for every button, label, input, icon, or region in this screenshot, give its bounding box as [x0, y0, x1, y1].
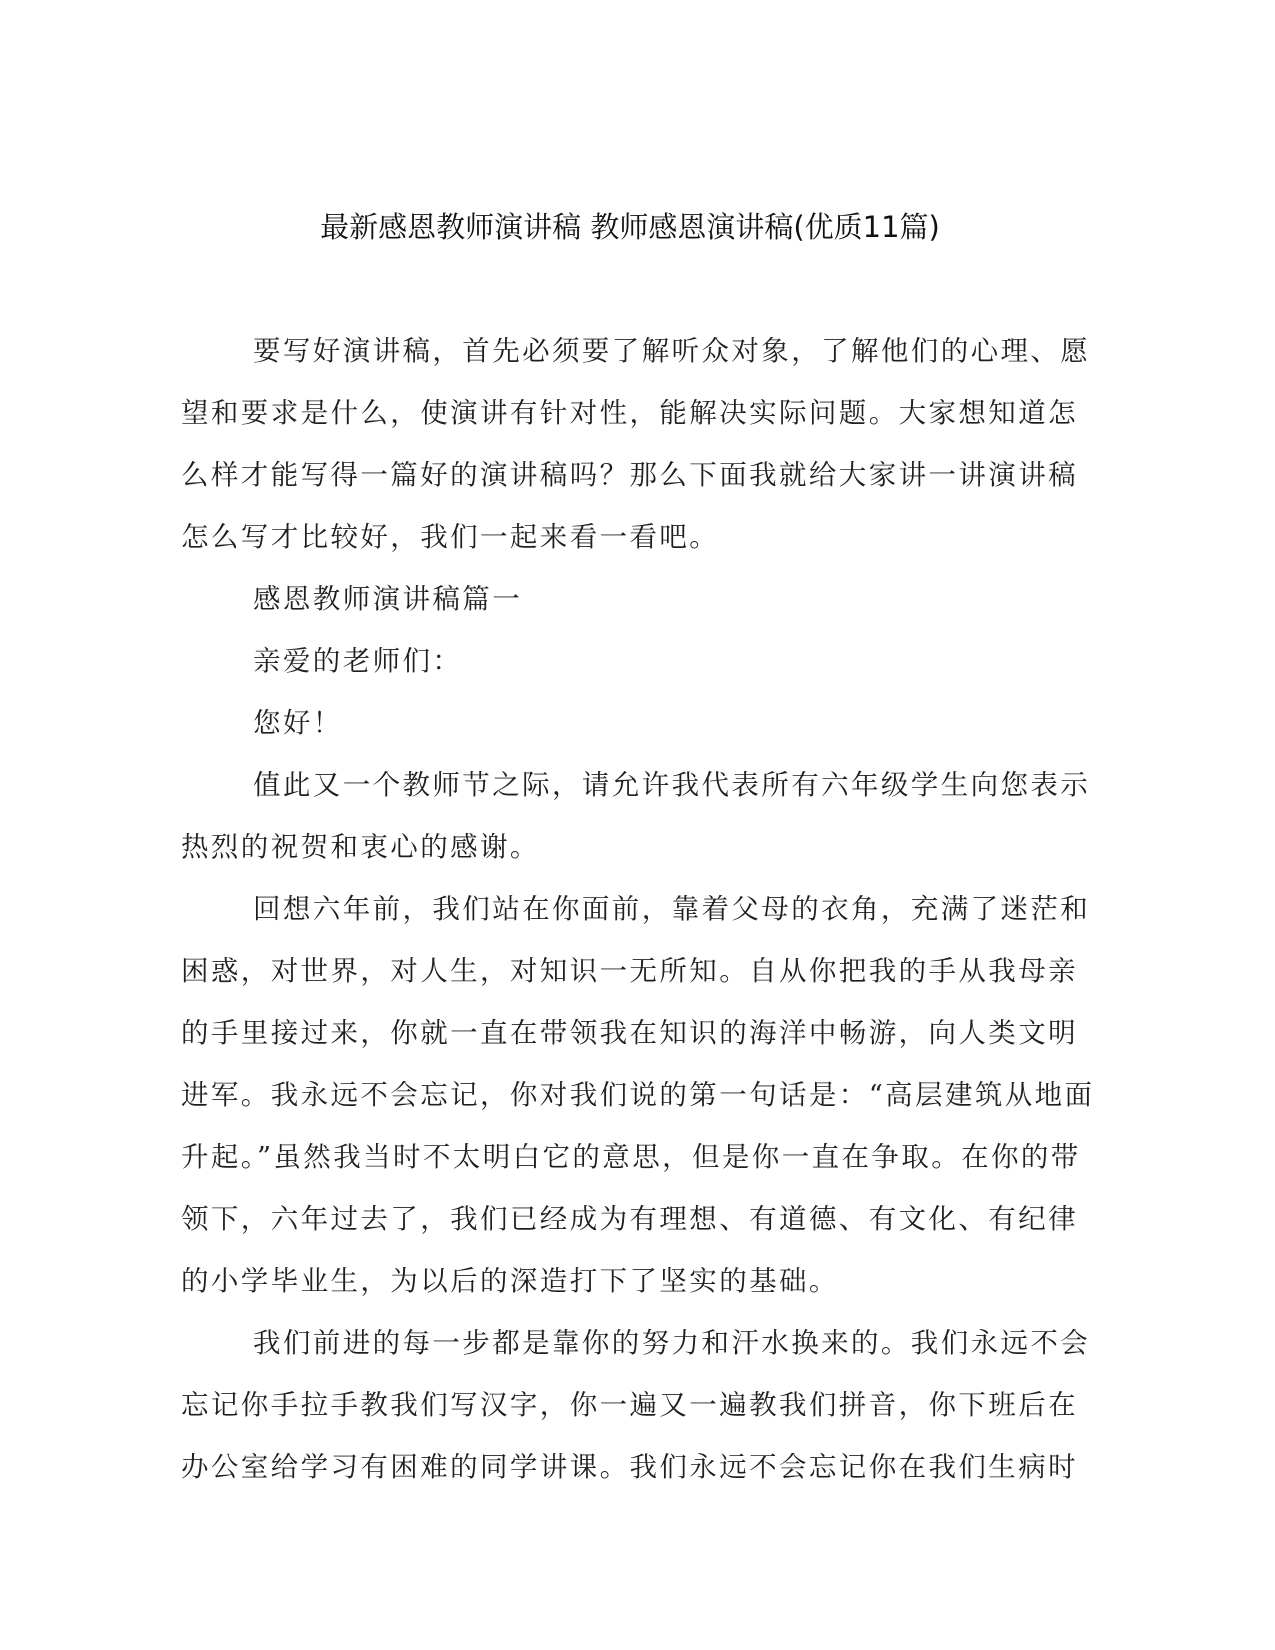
text-line: 望和要求是什么，使演讲有针对性，能解决实际问题。大家想知道怎: [181, 397, 1078, 429]
text-line: 领下，六年过去了，我们已经成为有理想、有道德、有文化、有纪律: [181, 1203, 1078, 1235]
text-line: 进军。我永远不会忘记，你对我们说的第一句话是：“高层建筑从地面: [181, 1079, 1095, 1111]
text-line: 升起。”虽然我当时不太明白它的意思，但是你一直在争取。在你的带: [181, 1141, 1081, 1173]
text-line: 我们前进的每一步都是靠你的努力和汗水换来的。我们永远不会: [253, 1327, 1091, 1359]
text-line: 怎么写才比较好，我们一起来看一看吧。: [181, 521, 720, 553]
text-line: 值此又一个教师节之际，请允许我代表所有六年级学生向您表示: [253, 769, 1091, 801]
text-line: 忘记你手拉手教我们写汉字，你一遍又一遍教我们拼音，你下班后在: [181, 1389, 1078, 1421]
text-line: 困惑，对世界，对人生，对知识一无所知。自从你把我的手从我母亲: [181, 955, 1078, 987]
paragraph-teachers-day: [181, 754, 1091, 878]
paragraph-gratitude: [181, 1312, 1091, 1498]
greeting: 您好！: [253, 707, 343, 739]
document-title: 最新感恩教师演讲稿 教师感恩演讲稿(优质11篇): [320, 210, 940, 244]
text-line: 办公室给学习有困难的同学讲课。我们永远不会忘记你在我们生病时: [181, 1451, 1078, 1483]
text-line: 要写好演讲稿，首先必须要了解听众对象，了解他们的心理、愿: [253, 335, 1091, 367]
text-line: 么样才能写得一篇好的演讲稿吗？那么下面我就给大家讲一讲演讲稿: [181, 459, 1078, 491]
section-heading: 感恩教师演讲稿篇一: [253, 583, 523, 615]
text-line: 回想六年前，我们站在你面前，靠着父母的衣角，充满了迷茫和: [253, 893, 1091, 925]
salutation: 亲爱的老师们：: [253, 645, 463, 677]
text-line: 的手里接过来，你就一直在带领我在知识的海洋中畅游，向人类文明: [181, 1017, 1078, 1049]
text-line: 热烈的祝贺和衷心的感谢。: [181, 831, 540, 863]
paragraph-recollection: [181, 878, 1095, 1312]
text-line: 的小学毕业生，为以后的深造打下了坚实的基础。: [181, 1265, 839, 1297]
paragraph-intro: [181, 320, 1091, 568]
document-body: [181, 320, 1095, 1498]
